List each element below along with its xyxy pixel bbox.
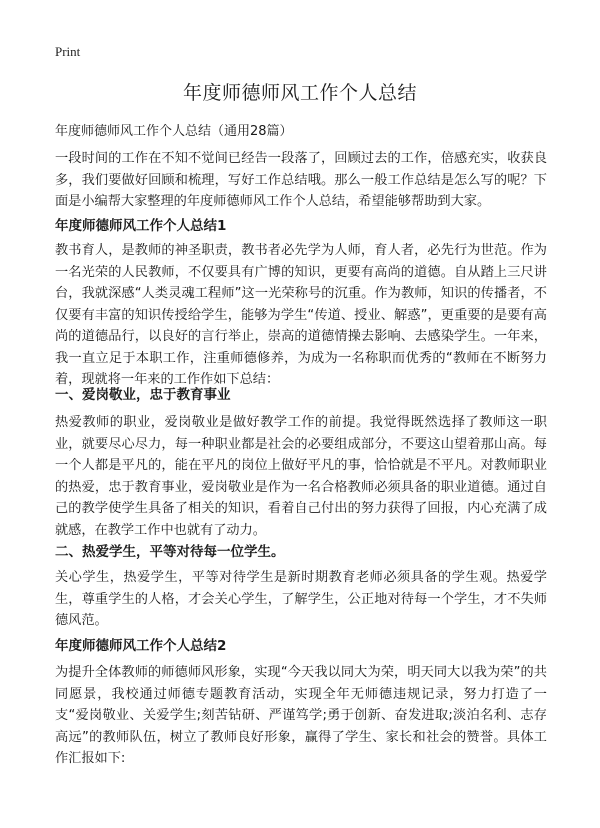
intro-paragraph: 一段时间的工作在不知不觉间已经告一段落了，回顾过去的工作，倍感充实，收获良多，我们要做好回顾和梳理，写好工作总结哦。那么一般工作总结是怎么写的呢？下面是小编帮大家整理的年度师德师风工作个人总结，希望能够帮助到大家。 bbox=[55, 151, 547, 209]
part-heading-2: 二、热爱学生，平等对待每一位学生。 bbox=[55, 544, 285, 560]
section-paragraph-1: 教书育人，是教师的神圣职责，教书者必先学为人师，育人者，必先行为世范。作为一名光荣的人民教师，不仅要具有广博的知识，更要有高尚的道德。自从踏上三尺讲台，我就深感“人类灵魂工程师”这一光荣称号的沉重。作为教师，知识的传播者，不仅要有丰富的知识传授给学生，能够为学生“传道、授业、解惑”，更重要的是要有高尚的道德品行，以良好的言行举止，崇高的道德情操去影响、去感染学生。一年来，我一直立足于本职工作，注重师德修养，为成为一名称职而优秀的“教师在不断努力着，现就将一年来的工作作如下总结： bbox=[55, 243, 547, 387]
part-heading-1: 一、爱岗敬业，忠于教育事业 bbox=[55, 387, 231, 403]
print-link[interactable]: Print bbox=[55, 44, 81, 59]
document-subtitle: 年度师德师风工作个人总结（通用28篇） bbox=[55, 124, 293, 139]
part-paragraph-1: 热爱教师的职业，爱岗敬业是做好教学工作的前提。我觉得既然选择了教师这一职业，就要尽心尽力，每一种职业都是社会的必要组成部分，不要这山望着那山高。每一个人都是平凡的，能在平凡的岗位上做好平凡的事，恰恰就是不平凡。对教师职业的热爱，忠于教育事业，爱岗敬业是作为一名合格教师必须具备的职业道德。通过自己的教学使学生具备了相关的知识，看着自己付出的努力获得了回报，内心充满了成就感，在教学工作中也就有了动力。 bbox=[55, 415, 547, 538]
section-heading-1: 年度师德师风工作个人总结1 bbox=[55, 218, 227, 234]
part-paragraph-2: 关心学生，热爱学生，平等对待学生是新时期教育老师必须具备的学生观。热爱学生，尊重学生的人格，才会关心学生，了解学生，公正地对待每一个学生，才不失师德风范。 bbox=[55, 570, 547, 628]
section-paragraph-2: 为提升全体教师的师德师风形象，实现“今天我以同大为荣，明天同大以我为荣”的共同愿景，我校通过师德专题教育活动，实现全年无师德违规记录，努力打造了一支“爱岗敬业、关爱学生;刻苦钻研、严谨笃学;勇于创新、奋发进取;淡泊名利、志存高远”的教师队伍，树立了教师良好形象，赢得了学生、家长和社会的赞誉。具体工作汇报如下: bbox=[55, 665, 547, 766]
page-title: 年度师德师风工作个人总结 bbox=[182, 82, 417, 104]
section-heading-2: 年度师德师风工作个人总结2 bbox=[55, 638, 227, 654]
